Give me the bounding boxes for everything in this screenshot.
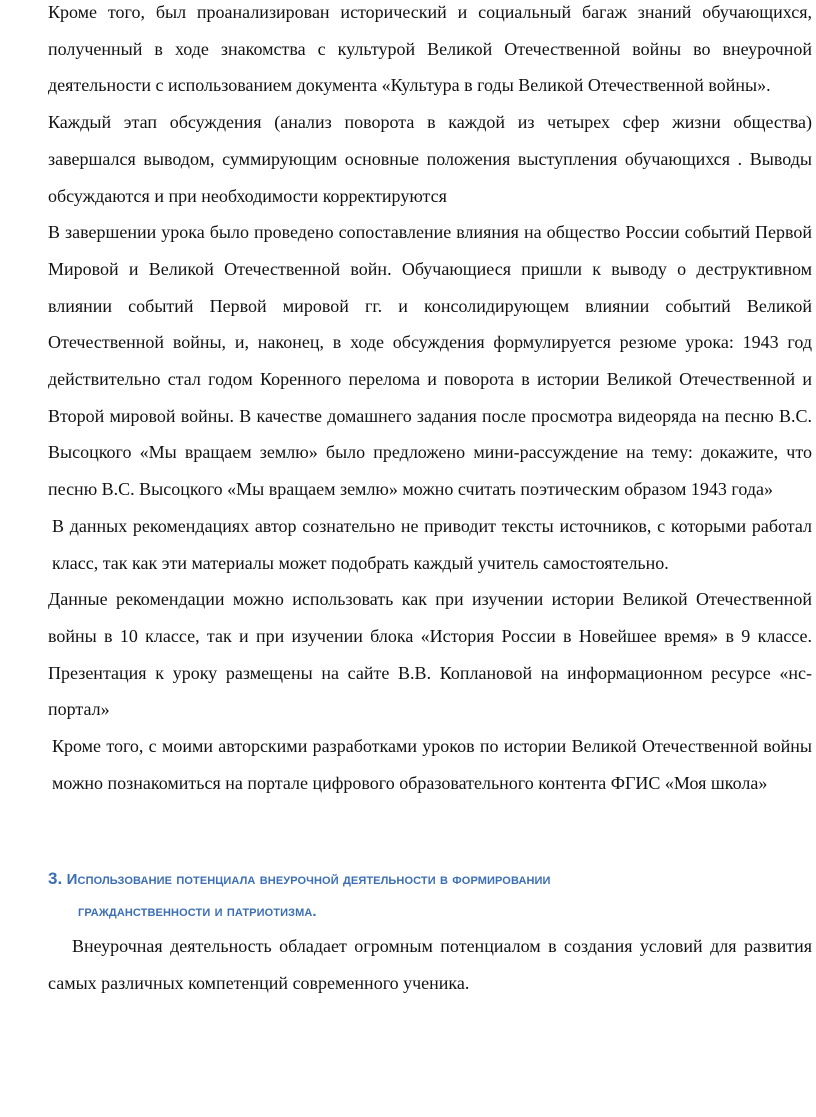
- section-heading-line1: Использование потенциала внеурочной деятельности в формировании: [66, 871, 551, 889]
- paragraph-recommendations-usage: Данные рекомендации можно использовать как при изучении истории Великой Отечественной войны в 10 классе, так и при изучении блока «История России в Новейшее время» в 9 классе. Презентация к уроку размещены на сайте В.В. Коплановой на информационном ресурсе «нс-портал»: [48, 589, 812, 720]
- paragraph-extracurricular-potential: Внеурочная деятельность обладает огромным потенциалом в создания условий для развития самых различных компетенций современного ученика.: [48, 936, 812, 994]
- section-heading-line2: гражданственности и патриотизма.: [78, 903, 317, 921]
- paragraph-historical-analysis: Кроме того, был проанализирован исторический и социальный багаж знаний обучающихся, полученный в ходе знакомства с культурой Великой Отечественной войны во внеурочной деятельности с использованием документа «Культура в годы Великой Отечественной войны».: [48, 2, 812, 96]
- section-heading: [48, 801, 812, 928]
- paragraph-discussion-stages: Каждый этап обсуждения (анализ поворота в каждой из четырех сфер жизни общества) завершался выводом, суммирующим основные положения выступления обучающихся . Выводы обсуждаются и при необходимости корректируются: [48, 112, 812, 206]
- paragraph-author-note: В данных рекомендациях автор сознательно не приводит тексты источников, с которыми работал класс, так как эти материалы может подобрать каждый учитель самостоятельно.: [52, 515, 812, 573]
- paragraph-lesson-conclusion: В завершении урока было проведено сопоставление влияния на общество России событий Первой Мировой и Великой Отечественной войн. Обучающиеся пришли к выводу о деструктивном влиянии событий Первой мировой гг. и консолидирующем влиянии событий Великой Отечественной войны, и, наконец, в ходе обсуждения формулируется резюме урока: 1943 год действительно стал годом Коренного перелома и поворота в истории Великой Отечественной и Второй мировой войны. В качестве домашнего задания после просмотра видеоряда на песню В.С. Высоцкого «Мы вращаем землю» было предложено мини-рассуждение на тему: докажите, что песню В.С. Высоцкого «Мы вращаем землю» можно считать поэтическим образом 1943 года»: [48, 222, 812, 500]
- section-number: 3.: [48, 869, 63, 889]
- document-page: [48, 0, 812, 1002]
- paragraph-author-resources: Кроме того, с моими авторскими разработками уроков по истории Великой Отечественной войны можно познакомиться на портале цифрового образовательного контента ФГИС «Моя школа»: [52, 736, 812, 793]
